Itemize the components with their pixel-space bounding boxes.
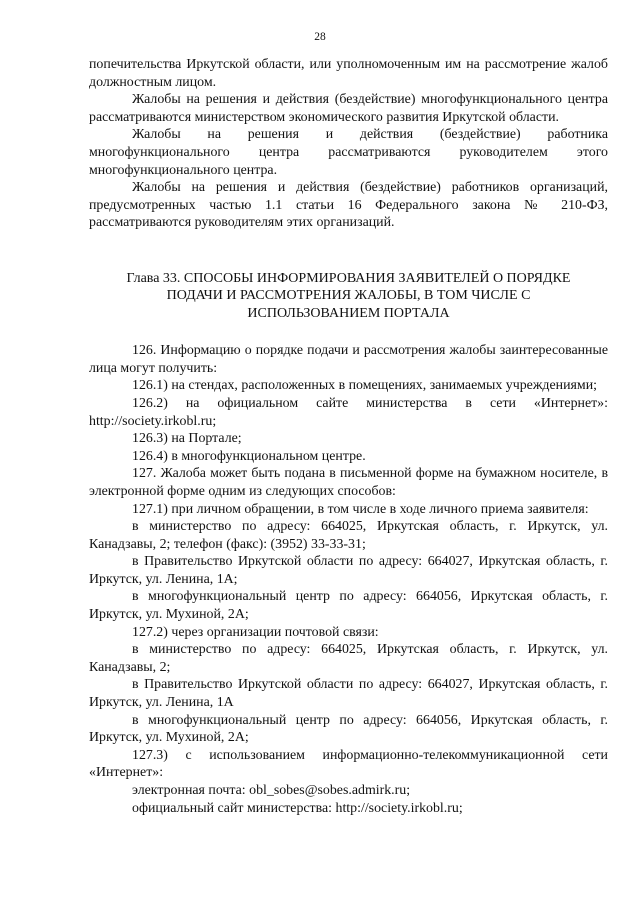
paragraph-127-1: 127.1) при личном обращении, в том числе в ходе личного приема заявителя: — [132, 501, 589, 517]
paragraph-mfc-worker-complaints: Жалобы на решения и действия (бездействие) работника многофункционального центра рассматриваются руководителем этого многофункционального центра. — [89, 127, 608, 178]
paragraph-ministry-address: в министерство по адресу: 664025, Иркутская область, г. Иркутск, ул. Канадзавы, 2; телефон (факс): (3952) 33-33-31; — [89, 519, 608, 552]
paragraph-127-3: 127.3) с использованием информационно-телекоммуникационной сети «Интернет»: — [89, 747, 608, 781]
chapter-heading-line: ИСПОЛЬЗОВАНИЕМ ПОРТАЛА — [247, 305, 450, 321]
paragraph-government-postal-address: в Правительство Иркутской области по адресу: 664027, Иркутская область, г. Иркутск, ул. Ленина, 1А — [89, 677, 608, 711]
paragraph-127: 127. Жалоба может быть подана в письменной форме на бумажном носителе, в электронной форме одним из следующих способов: — [89, 466, 608, 499]
paragraph-mfc-postal-address: в многофункциональный центр по адресу: 664056, Иркутская область, г. Иркутск, ул. Мухиной, 2А; — [89, 712, 608, 746]
paragraph-127-2: 127.2) через организации почтовой связи: — [132, 624, 379, 640]
paragraph-126: 126. Информацию о порядке подачи и рассмотрения жалобы заинтересованные лица могут получить: — [89, 343, 608, 376]
paragraph-126-4: 126.4) в многофункциональном центре. — [132, 448, 366, 464]
paragraph-government-address: в Правительство Иркутской области по адресу: 664027, Иркутская область, г. Иркутск, ул. Ленина, 1А; — [89, 554, 608, 587]
chapter-heading-line: ПОДАЧИ И РАССМОТРЕНИЯ ЖАЛОБЫ, В ТОМ ЧИСЛЕ С — [166, 288, 531, 304]
paragraph-126-3: 126.3) на Портале; — [132, 431, 242, 447]
paragraph-126-1: 126.1) на стендах, расположенных в помещениях, занимаемых учреждениями; — [132, 378, 597, 394]
page-number: 28 — [314, 31, 326, 43]
document-body — [89, 56, 608, 817]
paragraph-126-2: 126.2) на официальном сайте министерства в сети «Интернет»: http://society.irkobl.ru; — [89, 395, 608, 429]
chapter-heading — [89, 270, 608, 322]
paragraph-email: электронная почта: obl_sobes@sobes.admirk.ru; — [132, 783, 411, 798]
paragraph-continuation: попечительства Иркутской области, или уполномоченным им на рассмотрение жалоб должностным лицом. — [89, 57, 608, 90]
paragraph-ministry-postal-address: в министерство по адресу: 664025, Иркутская область, г. Иркутск, ул. Канадзавы, 2; — [89, 642, 608, 675]
paragraph-organization-complaints: Жалобы на решения и действия (бездействие) работников организаций, предусмотренных частью 1.1 статьи 16 Федерального закона № 210-ФЗ, рассматриваются руководителям этих организаций. — [89, 180, 608, 231]
paragraph-mfc-complaints: Жалобы на решения и действия (бездействие) многофункционального центра рассматриваются министерством экономического развития Иркутской области. — [89, 92, 608, 125]
chapter-heading-line: Глава 33. СПОСОБЫ ИНФОРМИРОВАНИЯ ЗАЯВИТЕЛЕЙ О ПОРЯДКЕ — [126, 270, 571, 286]
paragraph-official-site: официальный сайт министерства: http://society.irkobl.ru; — [132, 800, 463, 816]
paragraph-mfc-address: в многофункциональный центр по адресу: 664056, Иркутская область, г. Иркутск, ул. Мухиной, 2А; — [89, 589, 608, 623]
